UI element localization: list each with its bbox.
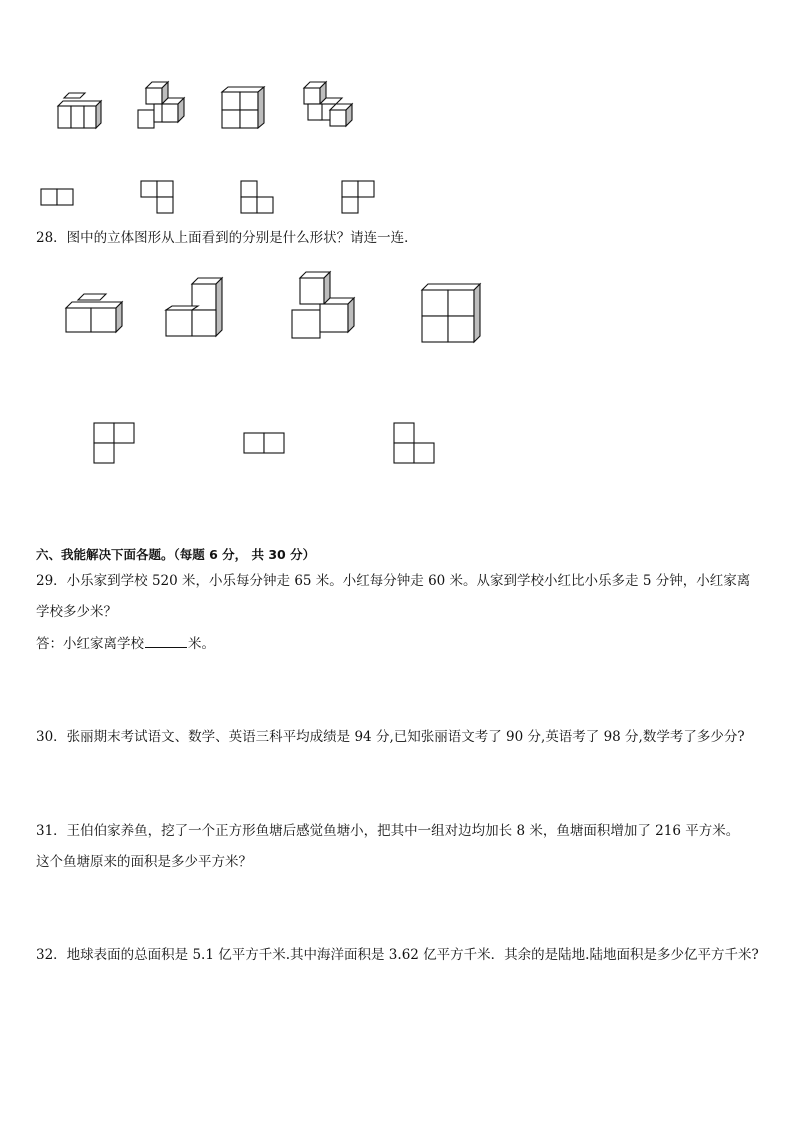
question-29-answer (36, 633, 215, 654)
question-28: 28．图中的立体图形从上面看到的分别是什么形状？请连一连． (36, 230, 418, 246)
question-29-line-2: 学校多少米？ (36, 604, 117, 620)
view-shape-a (40, 188, 76, 208)
section-6-title: 六、我能解决下面各题。（每题 6 分， 共 30 分） (36, 547, 316, 562)
answer-prefix: 答：小红家离学校 (36, 636, 144, 652)
solid-figure-b (136, 80, 188, 134)
question-29-line-1: 29．小乐家到学校 520 米，小乐每分钟走 65 米。小红每分钟走 60 米。从家到学校小红比小乐多走 5 分钟，小红家离 (36, 573, 751, 589)
answer-blank[interactable] (145, 633, 187, 648)
solid-figure-a (56, 92, 106, 132)
solid-figure-c (220, 86, 270, 132)
view-shape-d (341, 180, 377, 216)
answer-suffix: 米。 (188, 636, 215, 652)
q28-solid-figure-a (64, 290, 128, 336)
q28-solid-figure-c (290, 270, 362, 340)
question-32: 32．地球表面的总面积是 5.1 亿平方千米.其中海洋面积是 3.62 亿平方千米．其余的是陆地.陆地面积是多少亿平方千米? (36, 947, 759, 963)
q28-view-shape-a (93, 422, 137, 466)
q28-view-shape-b (243, 432, 287, 456)
q28-solid-figure-d (420, 282, 484, 346)
question-31-line-2: 这个鱼塘原来的面积是多少平方米？ (36, 854, 252, 870)
question-30: 30．张丽期末考试语文、数学、英语三科平均成绩是 94 分,已知张丽语文考了 90 分,英语考了 98 分,数学考了多少分? (36, 729, 745, 745)
q28-solid-figure-b (164, 274, 230, 338)
q28-view-shape-c (393, 422, 437, 466)
view-shape-c (240, 180, 276, 216)
view-shape-b (140, 180, 176, 216)
question-31-line-1: 31．王伯伯家养鱼，挖了一个正方形鱼塘后感觉鱼塘小，把其中一组对边均加长 8 米，鱼塘面积增加了 216 平方米。 (36, 823, 740, 839)
solid-figure-d (300, 78, 356, 132)
